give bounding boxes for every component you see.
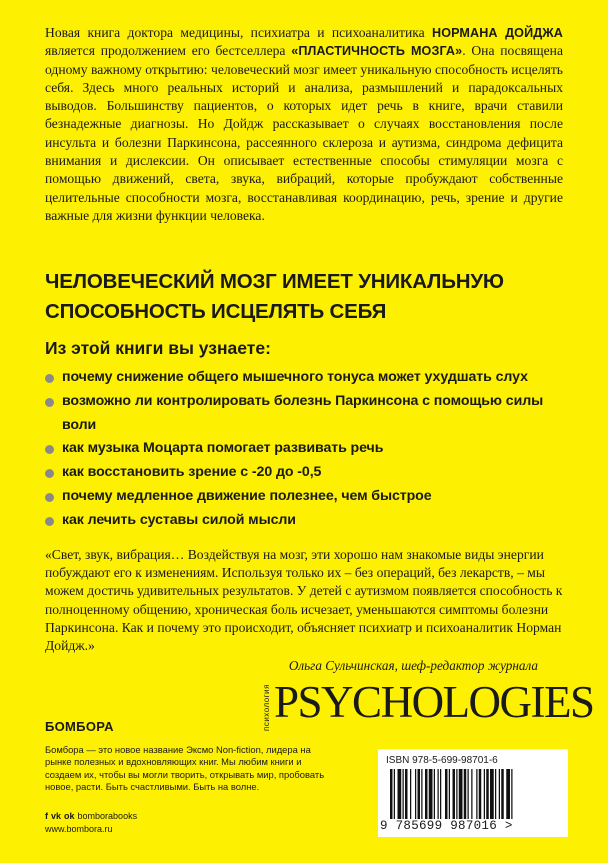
intro-paragraph xyxy=(45,24,563,225)
headline-line-1: ЧЕЛОВЕЧЕСКИЙ МОЗГ ИМЕЕТ УНИКАЛЬНУЮ xyxy=(45,270,504,293)
quote-attribution: Ольга Сульчинская, шеф-редактор журнала xyxy=(288,658,538,673)
bullet-dot-icon xyxy=(45,517,54,526)
list-item: как лечить суставы силой мысли xyxy=(45,509,565,533)
publisher-name: БОМБОРА xyxy=(45,719,114,734)
barcode-icon xyxy=(390,769,556,819)
publisher-website: www.bombora.ru xyxy=(45,824,113,834)
odnoklassniki-icon: ok xyxy=(64,811,75,821)
bullet-dot-icon xyxy=(45,469,54,478)
bullet-dot-icon xyxy=(45,493,54,502)
list-item: как восстановить зрение с -20 до -0,5 xyxy=(45,461,565,485)
social-links xyxy=(45,811,137,821)
barcode-digits: 9 785699 987016 > xyxy=(380,819,513,833)
learn-list xyxy=(45,366,565,533)
isbn-label: ISBN 978-5-699-98701-6 xyxy=(386,755,498,766)
vk-icon: vk xyxy=(51,811,62,821)
publisher-description: Бомбора — это новое название Эксмо Non-fiction, лидера на рынке полезных и вдохновляющих книг. Мы любим книги и создаем их, чтобы вы могли творить, открывать мир, пробовать новое, расти. Быть счастливыми. Быть на волне. xyxy=(45,744,325,793)
barcode-box xyxy=(378,749,568,837)
headline xyxy=(45,267,575,327)
bullet-dot-icon xyxy=(45,398,54,407)
list-item: возможно ли контролировать болезнь Паркинсона с помощью силы воли xyxy=(45,390,565,438)
intro-text-2: является продолжением его бестселлера xyxy=(45,43,292,59)
learn-title: Из этой книги вы узнаете: xyxy=(45,338,271,358)
quote: «Свет, звук, вибрация… Воздействуя на мозг, эти хорошо нам знакомые виды энергии побуждают его к изменениям. Используя только их – без операций, без лекарств, – мы можем достичь удивительных результатов. У детей с аутизмом появляется способность к полноценному общению, хроническая боль исчезает, уменьшаются симптомы болезни Паркинсона. Как и почему это происходит, объясняет психиатр и психоаналитик Норман Дойдж.» xyxy=(45,547,563,654)
bullet-dot-icon xyxy=(45,374,54,383)
list-item: почему снижение общего мышечного тонуса может ухудшать слух xyxy=(45,366,565,390)
previous-book-title: «ПЛАСТИЧНОСТЬ МОЗГА» xyxy=(291,44,463,59)
psychologies-logo: PSYCHOLOGIES xyxy=(274,677,594,727)
social-handle: bomborabooks xyxy=(77,811,138,821)
headline-line-2: СПОСОБНОСТЬ ИСЦЕЛЯТЬ СЕБЯ xyxy=(45,300,387,323)
intro-text-1: Новая книга доктора медицины, психиатра и психоаналитика xyxy=(45,25,432,40)
facebook-icon: f xyxy=(45,811,48,821)
bullet-dot-icon xyxy=(45,445,54,454)
list-item: как музыка Моцарта помогает развивать речь xyxy=(45,437,565,461)
intro-text-3: . Она посвящена одному важному открытию: человеческий мозг имеет уникальную способность исцелять себя. Здесь много реальных историй и анализа, размышлений и парадоксальных выводов. Большинству пациентов, о которых идет речь в книге, врачи ставили безнадежные диагнозы. Но Дойдж рассказывает о случаях восстановления после инсульта и болезни Паркинсона, рассеянного склероза и аутизма, синдрома дефицита внимания и дислексии. Он описывает естественные способы стимуляции мозга с помощью движений, света, звука, вибраций, которые пробуждают собственные целительные способности мозга, восстанавливая координацию, речь, зрение и другие важные для жизни функции человека. xyxy=(45,43,563,223)
psychologies-small-label: психология xyxy=(262,684,271,731)
author-name: НОРМАНА ДОЙДЖА xyxy=(432,26,563,40)
list-item: почему медленное движение полезнее, чем быстрое xyxy=(45,485,565,509)
